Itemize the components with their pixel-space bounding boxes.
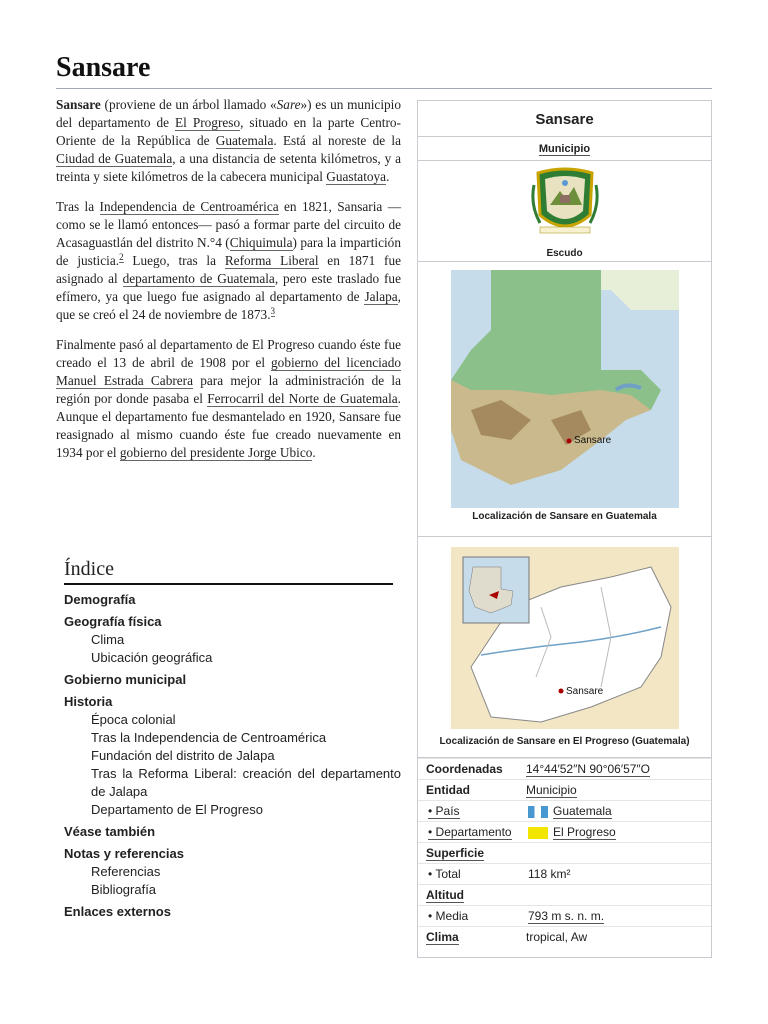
map1-caption: Localización de Sansare en Guatemala xyxy=(472,511,657,522)
text: en 1871 fue asignado al xyxy=(56,253,401,286)
text: Luego, tras la xyxy=(123,253,225,268)
text: ) para la impartición de justicia. xyxy=(56,235,401,268)
shield-section xyxy=(418,161,711,262)
row-key xyxy=(418,888,526,902)
link-independencia[interactable]: Independencia de Centroamérica xyxy=(99,199,279,214)
municipio-link[interactable]: Municipio xyxy=(538,143,591,155)
toc-subitem[interactable]: Referencias xyxy=(91,864,161,879)
coat-of-arms-icon[interactable] xyxy=(530,165,600,245)
text: ») es un municipio del departamento de xyxy=(56,97,402,130)
link-ferrocarril[interactable]: Ferrocarril del Norte de Guatemala xyxy=(207,391,398,406)
coordinates-link[interactable]: 14°44′52″N 90°06′57″O xyxy=(526,762,651,776)
text: . xyxy=(312,445,316,460)
link-gobierno-estrada-cabrera[interactable]: gobierno del licenciado Manuel Estrada Cabrera xyxy=(56,355,402,388)
row-clima xyxy=(418,926,711,947)
el-progreso-map[interactable] xyxy=(451,547,679,729)
reference-2[interactable]: 2 xyxy=(119,251,124,262)
map2-label: Sansare xyxy=(565,686,603,697)
map-progreso-section xyxy=(418,537,711,758)
link-gobierno-ubico[interactable]: gobierno del presidente Jorge Ubico xyxy=(119,445,313,460)
text: . xyxy=(386,169,390,184)
pais-link[interactable]: • País xyxy=(428,804,460,818)
country-link[interactable]: Guatemala xyxy=(553,804,612,818)
toc-subitem[interactable]: Fundación del distrito de Jalapa xyxy=(91,748,275,763)
text: , pero este traslado fue efímero, ya que luego fue asignado al departamento de xyxy=(56,271,401,304)
row-coordenadas xyxy=(418,758,711,779)
text: para mejor la administración de la región por donde pasaba el xyxy=(56,373,401,406)
text: . Aunque el departamento fue desmantelado en 1920, Sansare fue reasignado al mismo cuando éste fue creado nuevamente en 1934 por el xyxy=(56,391,401,460)
title-divider xyxy=(56,88,712,89)
paragraph-1 xyxy=(56,96,401,186)
row-key xyxy=(418,804,528,818)
text: , a una distancia de setenta kilómetros, y a treinta y siete kilómetros de la cabecera municipal xyxy=(56,151,401,184)
text: Tras la xyxy=(56,199,100,214)
toc-title: Índice xyxy=(64,558,393,585)
link-guastatoya[interactable]: Guastatoya xyxy=(326,169,387,184)
row-superficie xyxy=(418,842,711,863)
row-key xyxy=(418,930,526,944)
row-pais xyxy=(418,800,711,821)
altitude-value[interactable]: 793 m s. n. m. xyxy=(528,909,605,923)
map-guatemala-section xyxy=(418,262,711,537)
infobox-subtitle xyxy=(418,137,711,161)
guatemala-map[interactable] xyxy=(451,270,679,508)
paragraph-2 xyxy=(56,198,401,324)
toc-list xyxy=(56,591,401,921)
row-value: 118 km² xyxy=(528,867,571,881)
row-key xyxy=(418,825,528,839)
toc-item[interactable]: Véase también xyxy=(64,824,156,839)
text: , situado en la parte Centro-Oriente de la República de xyxy=(56,115,401,148)
row-key xyxy=(418,846,526,860)
link-chiquimula[interactable]: Chiquimula xyxy=(229,235,293,250)
toc-item[interactable]: Enlaces externos xyxy=(64,904,171,919)
row-media xyxy=(418,905,711,926)
shield-caption: Escudo xyxy=(546,248,583,259)
toc-subitem[interactable]: Tras la Independencia de Centroamérica xyxy=(91,730,327,745)
row-total xyxy=(418,863,711,884)
text-italic: Sare xyxy=(276,97,301,112)
row-entidad xyxy=(418,779,711,800)
superficie-link[interactable]: Superficie xyxy=(426,846,485,860)
paragraph-3 xyxy=(56,336,401,462)
entity-link[interactable]: Municipio xyxy=(526,783,577,797)
toc-subitem[interactable]: Clima xyxy=(91,632,125,647)
toc-item[interactable]: Historia xyxy=(64,694,113,709)
reference-3[interactable]: 3 xyxy=(270,305,276,316)
departamento-link[interactable]: • Departamento xyxy=(428,825,512,839)
link-ciudad-de-guatemala[interactable]: Ciudad de Guatemala xyxy=(56,151,173,166)
toc-item[interactable]: Gobierno municipal xyxy=(64,672,187,687)
infobox xyxy=(417,100,712,958)
toc-subitem[interactable]: Departamento de El Progreso xyxy=(91,802,263,817)
toc-subitem[interactable]: Bibliografía xyxy=(91,882,157,897)
infobox-title: Sansare xyxy=(418,101,711,137)
toc-subitem[interactable]: Ubicación geográfica xyxy=(91,650,213,665)
toc-subitem[interactable]: Época colonial xyxy=(91,712,176,727)
row-key: Coordenadas xyxy=(426,762,503,776)
row-key: • Media xyxy=(428,909,469,923)
page-title: Sansare xyxy=(56,52,151,83)
link-jalapa[interactable]: Jalapa xyxy=(364,289,398,304)
map1-label: Sansare xyxy=(573,435,611,446)
text: , que se creó el 24 de noviembre de 1873. xyxy=(56,289,401,322)
link-guatemala[interactable]: Guatemala xyxy=(215,133,274,148)
guatemala-flag-icon xyxy=(528,806,548,818)
text: . Está al noreste de la xyxy=(273,133,401,148)
table-of-contents xyxy=(56,548,401,921)
link-el-progreso[interactable]: El Progreso xyxy=(175,115,241,130)
row-departamento xyxy=(418,821,711,842)
map2-caption: Localización de Sansare en El Progreso (Guatemala) xyxy=(439,736,690,747)
toc-item[interactable]: Demografía xyxy=(64,592,136,607)
link-reforma-liberal[interactable]: Reforma Liberal xyxy=(224,253,319,268)
toc-item[interactable]: Geografía física xyxy=(64,614,162,629)
toc-item[interactable]: Notas y referencias xyxy=(64,846,184,861)
text: en 1821, Sansaria —como se le llamó entonces— pasó a formar parte del circuito de Acasaguastlán del distrito N.°4 ( xyxy=(56,199,401,250)
row-key: • Total xyxy=(428,867,461,881)
clima-link[interactable]: Clima xyxy=(426,930,459,944)
row-key: Entidad xyxy=(426,783,470,797)
toc-subitem[interactable]: Tras la Reforma Liberal: creación del departamento de Jalapa xyxy=(91,766,401,799)
row-value: tropical, Aw xyxy=(526,930,588,944)
bold-term: Sansare xyxy=(56,97,101,112)
article-body xyxy=(56,96,401,474)
text: (proviene de un árbol llamado « xyxy=(100,97,277,112)
row-altitud xyxy=(418,884,711,905)
text: Finalmente pasó al departamento de El Progreso cuando éste fue creado el 13 de abril de 1908 por el xyxy=(56,337,401,370)
department-link[interactable]: El Progreso xyxy=(553,825,616,839)
link-departamento-guatemala[interactable]: departamento de Guatemala xyxy=(122,271,275,286)
altitud-link[interactable]: Altitud xyxy=(426,888,464,902)
el-progreso-flag-icon xyxy=(528,827,548,839)
